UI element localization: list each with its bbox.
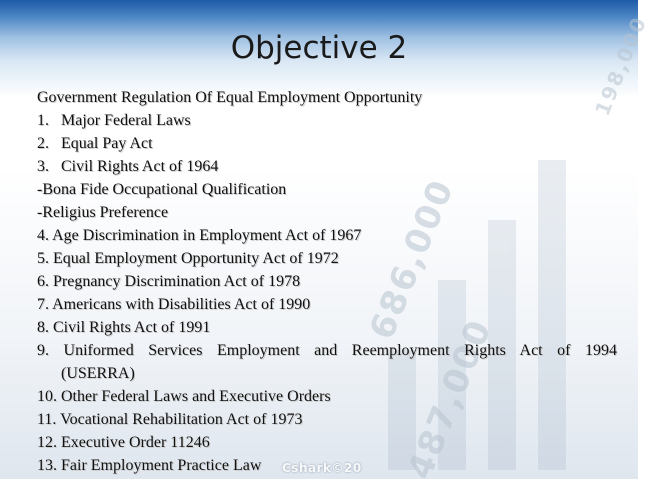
list-item-text: Major Federal Laws [61,112,191,129]
list-item [37,247,617,270]
list-item [37,201,617,224]
list-item-text: 9. Uniformed Services Employment and Reemployment Rights Act of 1994 [37,342,617,359]
list-item [37,270,617,293]
list-item [37,408,617,431]
list-item-number: 2. [37,135,49,152]
list-item [37,109,617,132]
list-item [37,431,617,454]
list-item-text: 13. Fair Employment Practice Law [37,457,262,474]
list-item-text: 4. Age Discrimination in Employment Act of 1967 [37,227,362,244]
list-item-text: 12. Executive Order 11246 [37,434,210,451]
list-item-text: -Bona Fide Occupational Qualification [37,181,287,198]
footer-watermark-text: Cshark©20 [282,461,362,475]
list-item-continuation: (USERRA) [61,365,135,382]
list-item-text: Government Regulation Of Equal Employment Opportunity [37,89,423,106]
list-item-text: Civil Rights Act of 1964 [61,158,219,175]
list-item-text: 7. Americans with Disabilities Act of 1990 [37,296,311,313]
slide-title: Objective 2 [230,30,408,66]
list-item-text: 8. Civil Rights Act of 1991 [37,319,211,336]
list-item [37,155,617,178]
list-item-text: 10. Other Federal Laws and Executive Orders [37,388,331,405]
list-item-text: 6. Pregnancy Discrimination Act of 1978 [37,273,301,290]
list-item-number: 3. [37,158,49,175]
list-item-text: -Religius Preference [37,204,169,221]
list-item-text: Equal Pay Act [61,135,153,152]
list-item-number: 1. [37,112,49,129]
list-item [37,293,617,316]
list-item [37,132,617,155]
list-item [37,178,617,201]
list-item-text: 5. Equal Employment Opportunity Act of 1972 [37,250,339,267]
list-item [37,224,617,247]
list-item-text: 11. Vocational Rehabilitation Act of 1973 [37,411,303,428]
list-item [37,86,617,109]
slide-content [37,86,617,477]
list-item [37,339,617,385]
watermark-number: 686,000 [362,173,463,345]
list-item [37,385,617,408]
watermark-number: 487,000 [400,313,501,485]
watermark-number: 198,000 [590,12,652,119]
list-item [37,316,617,339]
